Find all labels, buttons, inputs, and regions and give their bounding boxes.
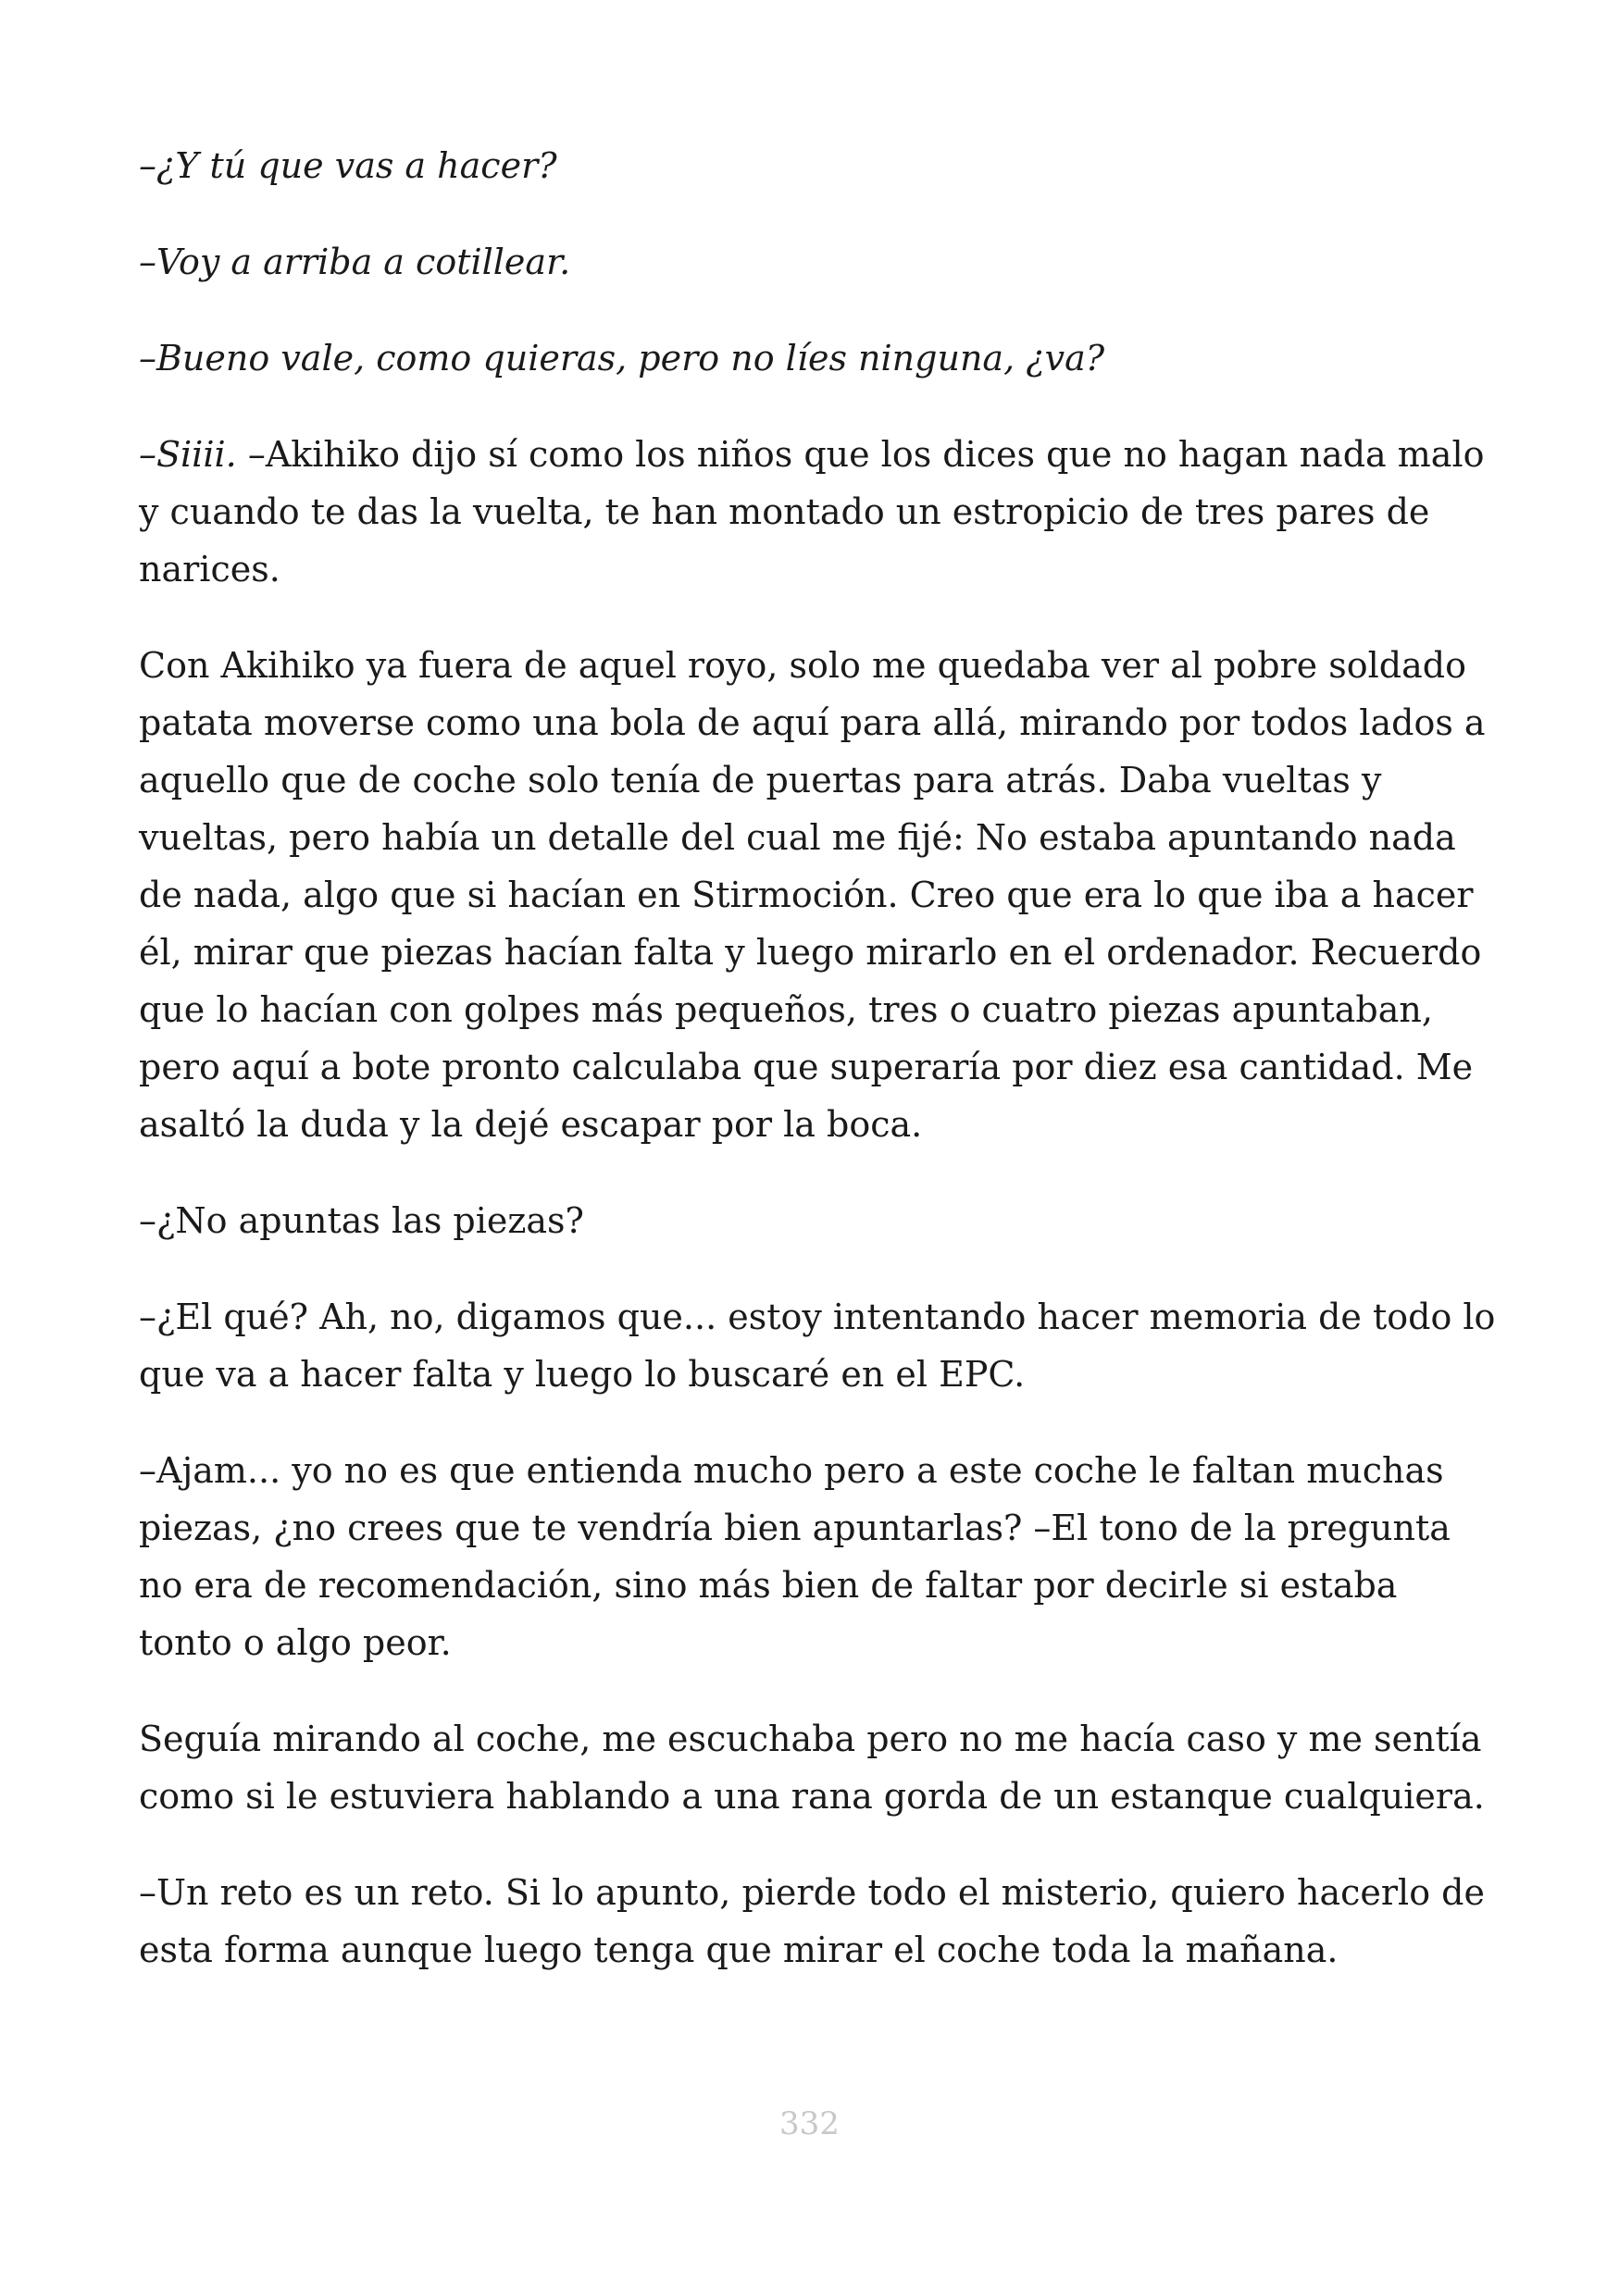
paragraph: [139, 137, 1500, 194]
italic-dialogue: –Bueno vale, como quieras, pero no líes ninguna, ¿va?: [139, 338, 1105, 379]
italic-dialogue: –¿Y tú que vas a hacer?: [139, 145, 557, 186]
paragraph-text: –¿El qué? Ah, no, digamos que... estoy intentando hacer memoria de todo lo que va a hacer falta y luego lo buscaré en el EPC.: [139, 1297, 1496, 1395]
paragraph: [139, 1864, 1500, 1979]
paragraph-text: –Akihiko dijo sí como los niños que los dices que no hagan nada malo y cuando te das la vuelta, te han montado un estropicio de tres pares de narices.: [139, 434, 1485, 590]
paragraph-text: –¿No apuntas las piezas?: [139, 1200, 584, 1241]
paragraph: [139, 1192, 1500, 1249]
paragraph: [139, 426, 1500, 598]
italic-dialogue: –Siiii.: [139, 434, 237, 475]
italic-dialogue: –Voy a arriba a cotillear.: [139, 242, 571, 282]
paragraph: [139, 637, 1500, 1153]
paragraph: [139, 1288, 1500, 1403]
paragraph-text: Seguía mirando al coche, me escuchaba pero no me hacía caso y me sentía como si le estuviera hablando a una rana gorda de un estanque cualquiera.: [139, 1719, 1485, 1817]
paragraph: [139, 1710, 1500, 1825]
paragraph-text: Con Akihiko ya fuera de aquel royo, solo me quedaba ver al pobre soldado patata moverse como una bola de aquí para allá, mirando por todos lados a aquello que de coche solo tenía de puertas para atrás. Daba vueltas y vueltas, pero había un detalle del cual me fijé: No estaba apuntando nada de nada, algo que si hacían en Stirmoción. Creo que era lo que iba a hacer él, mirar que piezas hacían falta y luego mirarlo en el ordenador. Recuerdo que lo hacían con golpes más pequeños, tres o cuatro piezas apuntaban, pero aquí a bote pronto calculaba que superaría por diez esa cantidad. Me asaltó la duda y la dejé escapar por la boca.: [139, 645, 1486, 1145]
page-number: 332: [779, 2105, 840, 2142]
body-text: [139, 137, 1500, 2017]
paragraph: [139, 1442, 1500, 1671]
paragraph: [139, 233, 1500, 291]
paragraph-text: –Ajam... yo no es que entienda mucho pero a este coche le faltan muchas piezas, ¿no crees que te vendría bien apuntarlas? –El tono de la pregunta no era de recomendación, sino más bien de faltar por decirle si estaba tonto o algo peor.: [139, 1450, 1451, 1663]
paragraph: [139, 329, 1500, 387]
paragraph-text: –Un reto es un reto. Si lo apunto, pierde todo el misterio, quiero hacerlo de esta forma aunque luego tenga que mirar el coche toda la mañana.: [139, 1872, 1485, 1970]
